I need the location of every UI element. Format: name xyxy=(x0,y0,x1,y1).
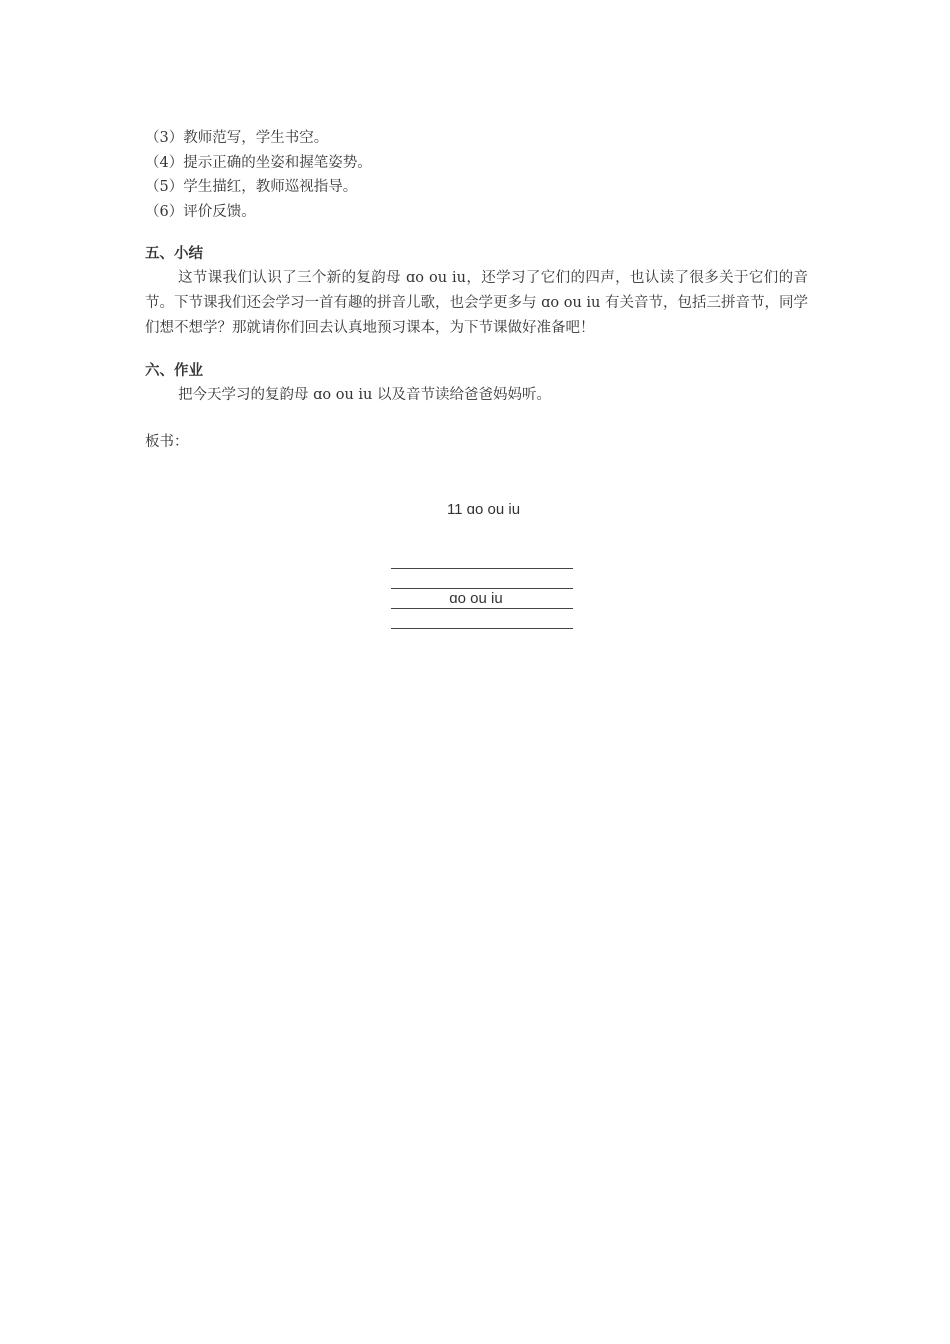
step-item-4: （4）提示正确的坐姿和握笔姿势。 xyxy=(145,154,372,171)
board-line-text: ɑo ou iu xyxy=(449,590,503,607)
step-item-3: （3）教师范写，学生书空。 xyxy=(145,130,329,146)
step-item-6: （6）评价反馈。 xyxy=(145,203,256,220)
board-label: 板书： xyxy=(145,434,189,450)
homework-paragraph: 把今天学习的复韵母 ɑo ou iu 以及音节读给爸爸妈妈听。 xyxy=(178,387,551,403)
writing-line-2 xyxy=(391,588,573,589)
summary-heading: 五、小结 xyxy=(145,246,203,262)
document-page xyxy=(145,126,808,607)
step-list xyxy=(145,126,808,224)
homework-heading: 六、作业 xyxy=(145,363,203,379)
writing-line-1 xyxy=(391,568,573,569)
writing-line-4 xyxy=(391,628,573,629)
step-item-5: （5）学生描红，教师巡视指导。 xyxy=(145,179,358,195)
board-title: 11 ɑo ou iu xyxy=(446,501,521,518)
summary-paragraph: 这节课我们认识了三个新的复韵母 ɑo ou iu，还学习了它们的四声，也认读了很多关于它们的音节。下节课我们还会学习一首有趣的拼音儿歌，也会学更多与 ɑo ou iu 有关音节，包括三拼音节，同学们想不想学？那就请你们回去认真地预习课本，为下节课做好准备吧！ xyxy=(145,270,808,336)
writing-line-3 xyxy=(391,608,573,609)
